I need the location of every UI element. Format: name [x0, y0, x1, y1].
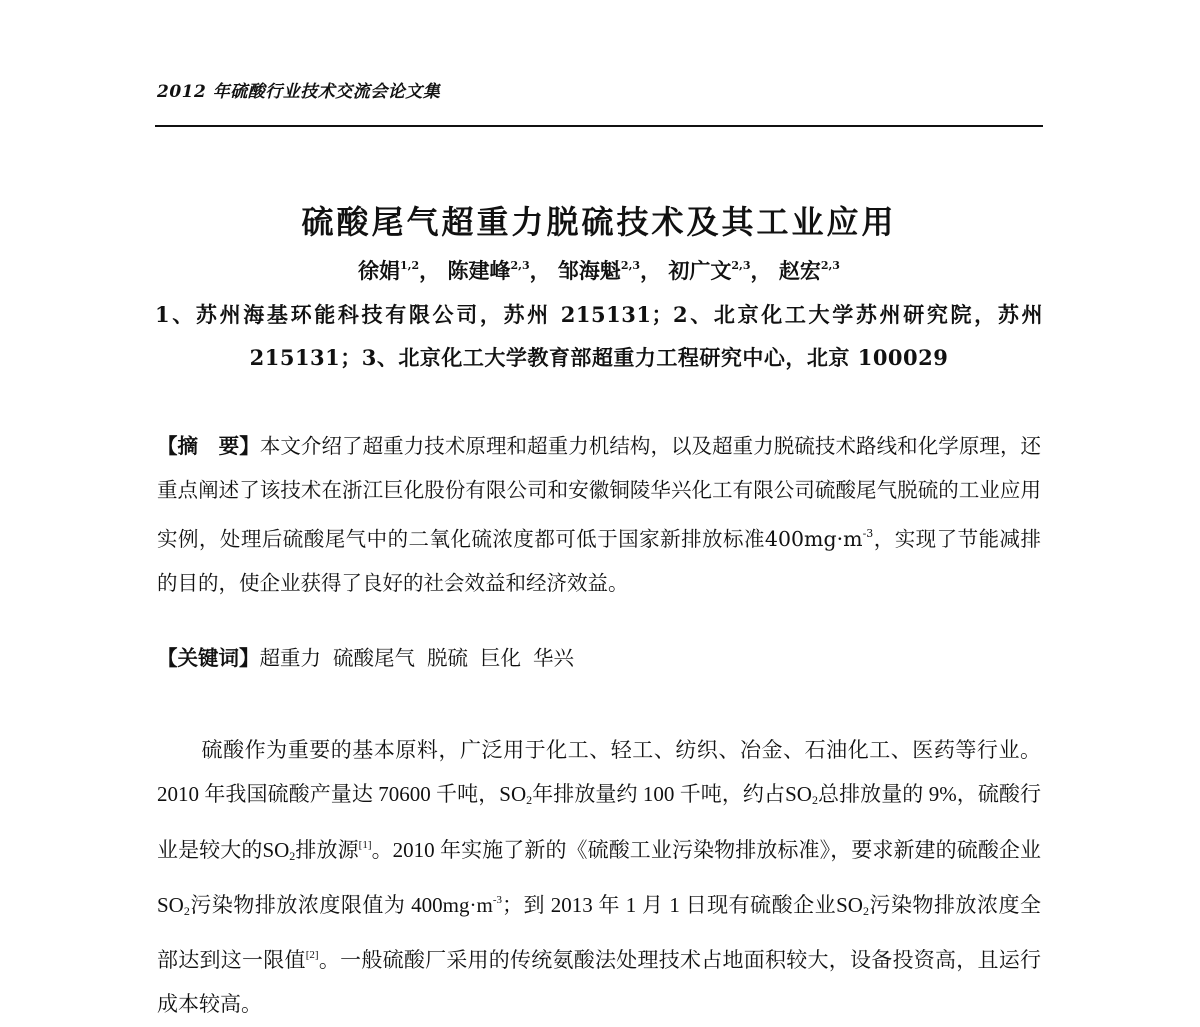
citation-ref: [2]: [305, 949, 319, 962]
author-affiliation-mark: 2,3: [620, 259, 641, 272]
author-name: 陈建峰: [447, 258, 511, 283]
author-affiliation-mark: 1,2: [400, 259, 420, 272]
running-header: 2012 年硫酸行业技术交流会论文集: [157, 82, 441, 102]
author-separator: ，: [419, 258, 441, 283]
abstract-text: 本文介绍了超重力技术原理和超重力机结构，以及超重力脱硫技术路线和化学原理，还重点阐述了该技术在浙江巨化股份有限公司和安徽铜陵华兴化工有限公司硫酸尾气脱硫的工业应用实例，处理后硫酸尾气中的二氧化硫浓度都可低于国家新排放标准400mg·m: [157, 434, 1042, 551]
body-text-segment: 污染物排放浓度限值为 400mg·m: [189, 892, 493, 917]
body-text-segment: 排放源: [295, 837, 359, 862]
author-separator: ，: [750, 258, 772, 283]
body-text-segment: 硫酸作为重要的基本原料，广泛用于化工、轻工、纺织、冶金、石油化工、医药等行业。2010 年我国硫酸产量达 70600 千吨，SO: [157, 738, 1041, 807]
keywords-label: 【关键词】: [157, 646, 260, 670]
author-affiliation-mark: 2,3: [510, 259, 530, 272]
keywords: [157, 642, 1041, 674]
author-separator: ，: [640, 258, 662, 283]
body-text-segment: 。2010 年实施了新的《硫酸工业污染物排放标准》，要求新建的硫酸企业SO: [157, 837, 1041, 917]
author-list: [155, 255, 1043, 285]
subscript: 2: [811, 793, 818, 808]
author-name: 初广文: [668, 258, 732, 283]
keyword: 巨化: [480, 646, 521, 670]
body-text-segment: ；到 2013 年 1 月 1 日现有硫酸企业SO: [502, 892, 863, 917]
affiliation-line-1: 1、苏州海基环能科技有限公司，苏州 215131；2、北京化工大学苏州研究院，苏州: [155, 302, 1043, 327]
unit-superscript: -3: [862, 527, 874, 540]
body-text-segment: 总排放量的 9%，硫酸行业是较大的SO: [157, 782, 1041, 862]
abstract: [157, 425, 1041, 605]
header-rule: [155, 125, 1043, 127]
unit-superscript: -3: [492, 893, 503, 906]
body-text-segment: 年排放量约 100 千吨，约占SO: [532, 782, 812, 807]
author-name: 赵宏: [778, 258, 821, 283]
paper-title: 硫酸尾气超重力脱硫技术及其工业应用: [301, 203, 897, 241]
abstract-label: 【摘 要】: [157, 434, 260, 458]
citation-ref: [1]: [358, 838, 372, 851]
author-affiliation-mark: 2,3: [731, 259, 751, 272]
subscript: 2: [526, 793, 533, 808]
keyword: 华兴: [533, 646, 574, 670]
body-text-segment: 污染物排放浓度全部达到这一限值: [157, 892, 1041, 973]
abstract-text-continued: ，实现了节能减排的目的，使企业获得了良好的社会效益和经济效益。: [157, 527, 1041, 595]
author-separator: ，: [529, 258, 551, 283]
subscript: 2: [289, 848, 296, 863]
author-name: 徐娟: [358, 258, 401, 283]
affiliation-line-2: 215131；3、北京化工大学教育部超重力工程研究中心，北京 100029: [249, 345, 949, 370]
subscript: 2: [862, 903, 869, 918]
keyword: 超重力: [259, 646, 321, 670]
keyword: 脱硫: [427, 646, 468, 670]
body-paragraph: [157, 728, 1041, 1027]
keyword: 硫酸尾气: [333, 646, 415, 670]
body-text-segment: 。一般硫酸厂采用的传统氨酸法处理技术占地面积较大，设备投资高，且运行成本较高。: [157, 948, 1042, 1017]
author-affiliation-mark: 2,3: [820, 259, 840, 272]
subscript: 2: [183, 903, 190, 918]
author-name: 邹海魁: [557, 258, 621, 283]
